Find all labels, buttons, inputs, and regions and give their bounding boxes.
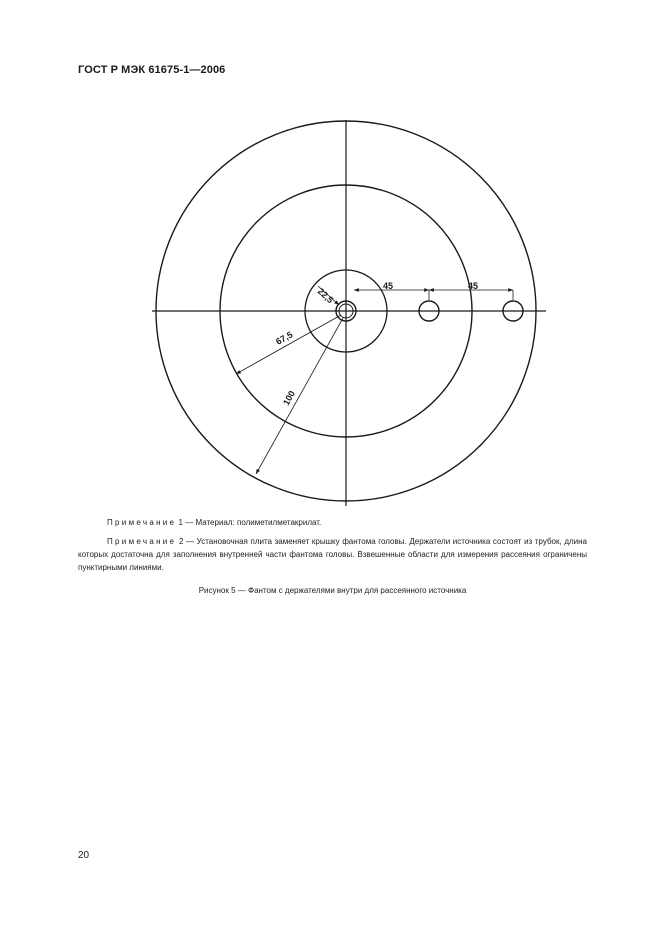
note-1-text: Материал: полиметилметакрилат.	[195, 518, 322, 527]
page-number: 20	[78, 850, 90, 861]
spacing-dim-1: 45	[383, 281, 394, 291]
note-2	[78, 535, 587, 574]
standard-header: ГОСТ Р МЭК 61675-1—2006	[78, 64, 226, 76]
note-1-number: 1 —	[178, 518, 194, 527]
note-2-label: Примечание	[107, 537, 177, 546]
note-2-number: 2 —	[178, 537, 195, 546]
outer-radius-dim: 100	[281, 388, 298, 407]
note-1-label: Примечание	[107, 518, 177, 527]
middle-radius-dim: 67,5	[274, 329, 295, 347]
inner-radius-dim: 22,5	[315, 286, 336, 306]
note-2-text: Установочная плита заменяет крышку фантома головы. Держатели источника состоят из трубок, длина которых достаточна для заполнения внутренней части фантома головы. Взвешенные области для измерения рассеяния ограничены пунктирными линиями.	[78, 537, 587, 572]
figure-caption: Рисунок 5 — Фантом с держателями внутри для рассеянного источника	[198, 586, 467, 595]
note-1	[78, 516, 587, 529]
spacing-dim-2: 45	[468, 281, 479, 291]
